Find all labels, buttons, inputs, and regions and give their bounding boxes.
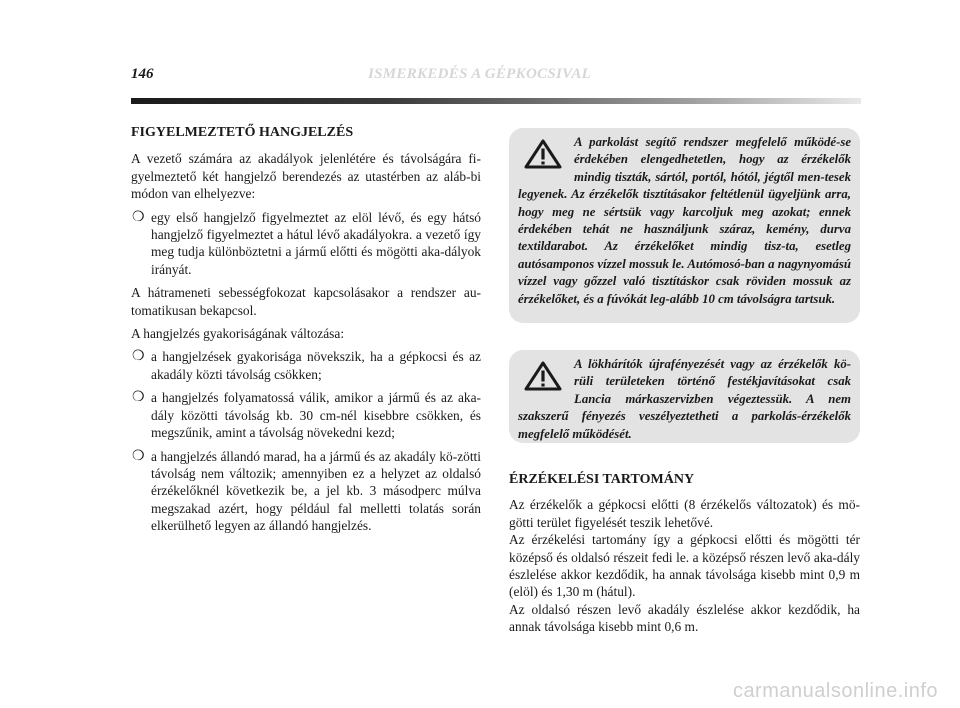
list-item-text: egy első hangjelző figyelmeztet az elöl lévő, és egy hátsó hangjelző figyelmeztet a hátul lévő akadályokra. a vezető így meg tudja különböztetni a jármű előtti és mögötti aka-dályok irányát.: [151, 209, 481, 277]
intro-paragraph: A vezető számára az akadályok jelenlétére és távolságára fi-gyelmeztető két hangjelző berendezés az utastérben az aláb-bi módon van elhelyezve:: [131, 151, 481, 202]
warning-text: A lökhárítók újrafényezését vagy az érzékelők kö-rüli területeken történő festékjavításokat csak Lancia márkaszervizben végeztessük. A nem szakszerű fényezés veszélyeztetheti a parkolás-érzékelők megfelelő működését.: [518, 357, 851, 441]
left-column: [131, 124, 481, 541]
bullet-circle-icon: ❍: [132, 390, 145, 406]
detection-paragraph: Az érzékelők a gépkocsi előtti (8 érzékelős változatok) és mö-götti terület figyelését teszik lehetővé.: [509, 497, 860, 530]
list-item: [131, 348, 481, 383]
page-number: 146: [131, 66, 154, 82]
list-item: [131, 209, 481, 279]
detection-paragraph: Az oldalsó részen levő akadály észlelése akkor kezdődik, ha annak távolsága kisebb mint 0,6 m.: [509, 601, 860, 635]
warning-box-sensor-cleaning: [509, 128, 860, 323]
warning-triangle-icon: [524, 361, 562, 391]
watermark: carmanualsonline.info: [732, 680, 938, 702]
list-item-text: a hangjelzés folyamatossá válik, amikor a jármű és az aka-dály közötti távolság kb. 30 cm-nél kisebbre csökken, és megszűnik, amint a távolság növekedni kezd;: [151, 390, 481, 441]
header-divider: [131, 98, 861, 104]
section-title: ISMERKEDÉS A GÉPKOCSIVAL: [368, 66, 592, 82]
bullet-circle-icon: ❍: [132, 209, 145, 225]
warning-box-bumper-paint: [509, 350, 860, 443]
list-item: [131, 448, 481, 535]
frequency-intro: A hangjelzés gyakoriságának változása:: [131, 326, 345, 342]
list-item-text: a hangjelzés állandó marad, ha a jármű és az akadály kö-zötti távolság nem változik; amennyiben ez a helyzet az oldalsó érzékelőknél következik be, a jel kb. 3 másodperc múlva megszakad azért, hogy például fal melletti tolatás során elkerülhető legyen az állandó hangjelzés.: [151, 448, 481, 534]
warning-triangle-icon: [524, 139, 562, 169]
right-column: [509, 471, 860, 636]
list-item-text: a hangjelzések gyakorisága növekszik, ha a gépkocsi és az akadály közti távolság csökken;: [151, 349, 481, 382]
reverse-gear-paragraph: A hátrameneti sebességfokozat kapcsolásakor a rendszer au-tomatikusan bekapcsol.: [131, 285, 481, 318]
bullet-circle-icon: ❍: [132, 349, 145, 365]
bullet-circle-icon: ❍: [132, 448, 145, 464]
section-heading-detection-range: ÉRZÉKELÉSI TARTOMÁNY: [509, 472, 695, 487]
warning-text: A parkolást segítő rendszer megfelelő működé-se érdekében elengedhetetlen, hogy az érzékelők mindig tiszták, sártól, portól, hótól, jégtől men-tesek legyenek. Az érzékelők tisztításakor feltétlenül ügyeljünk arra, hogy meg ne sértsük vagy karcoljuk meg azokat; ennek érdekében tehát ne használjunk száraz, kemény, durva textildarabot. Az érzékelőket mindig tisz-ta, esetleg autósamponos vízzel mossuk le. Autómosó-ban a nagynyomású vízzel vagy gőzzel való tisztításkor csak röviden mossuk az érzékelőket, és a fúvókát leg-alább 10 cm távolságra tartsuk.: [518, 135, 851, 306]
detection-paragraph: Az érzékelési tartomány így a gépkocsi előtti és mögötti tér középső és oldalsó részeit fedi le. a középső részen levő aka-dály észlelése akkor kezdődik, ha annak távolsága kisebb mint 0,9 m (elöl) és 1,30 m (hátul).: [509, 532, 860, 600]
section-heading-warning-signal: FIGYELMEZTETŐ HANGJELZÉS: [131, 125, 354, 140]
list-item: [131, 389, 481, 441]
